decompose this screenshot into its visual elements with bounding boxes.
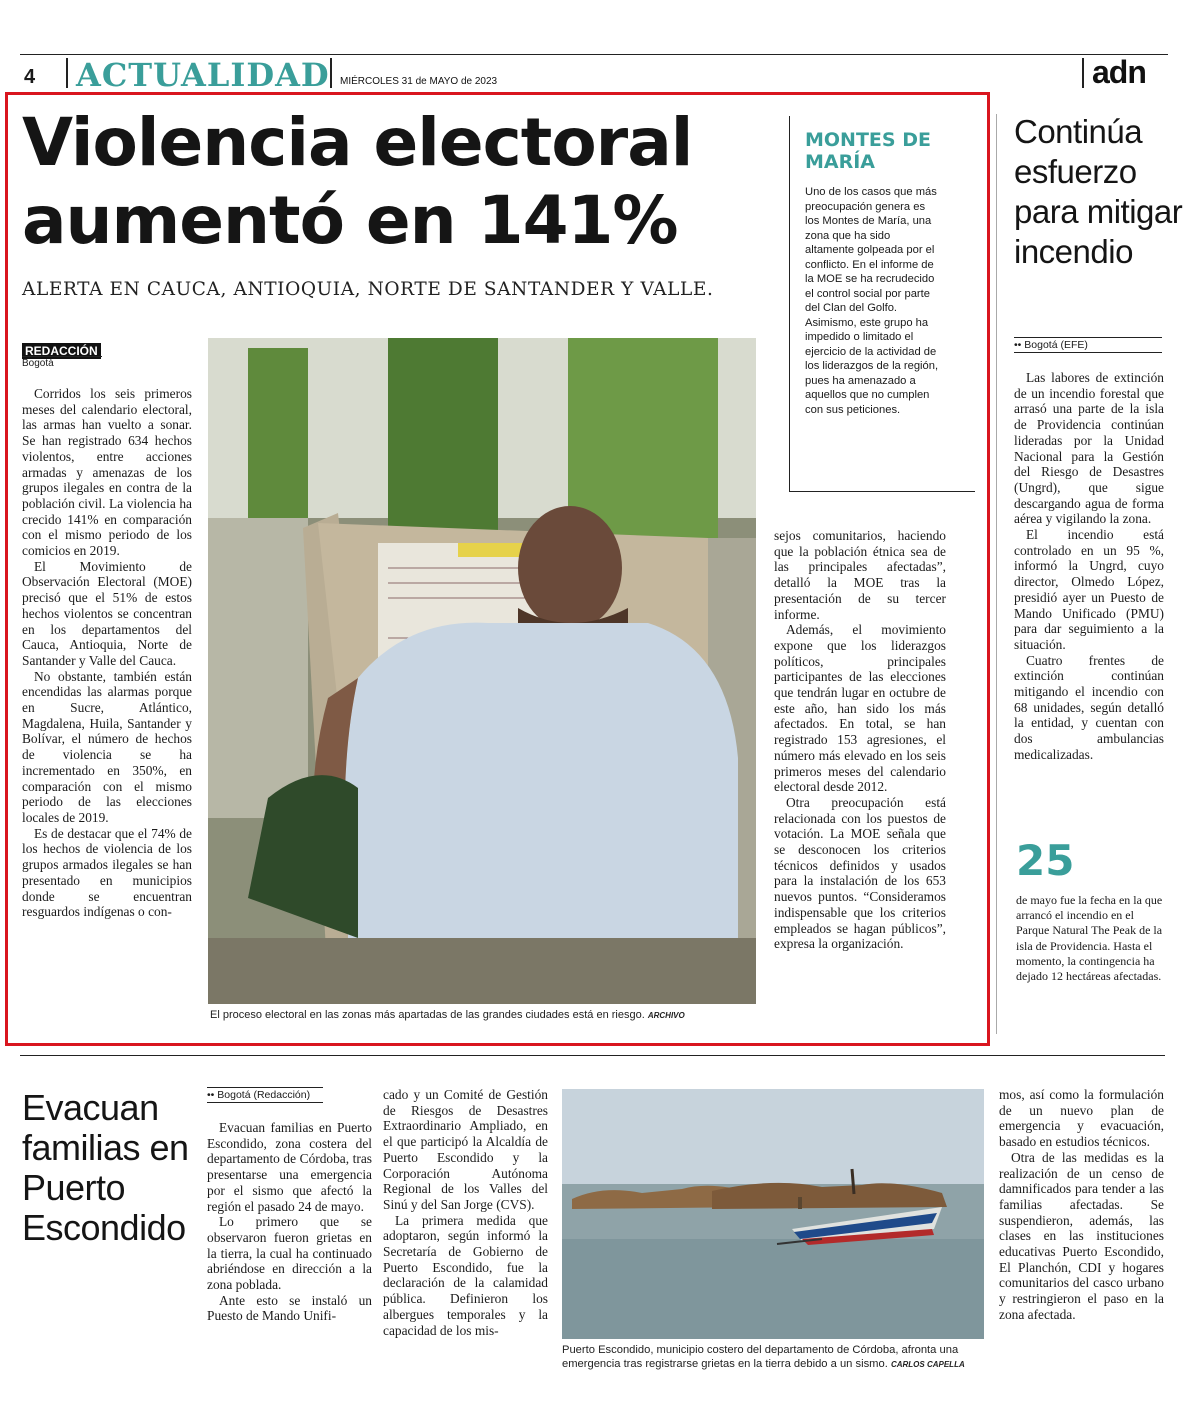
paragraph: Ante esto se instaló un Puesto de Mando Unifi- bbox=[207, 1292, 372, 1324]
caption-text: Puerto Escondido, municipio costero del departamento de Córdoba, afronta una emergencia tras registrarse grietas en la tierra debido a un sismo. bbox=[562, 1344, 959, 1370]
sidebar-text: Uno de los casos que más preocupación genera es los Montes de María, una zona que ha sido altamente golpeada por el conflicto. En el informe de la MOE se ha recrudecido el control social por parte del Clan del Golfo. Asimismo, este grupo ha impedido o limitado el ejercicio de la actividad de los liderazgos de la región, pues ha amenazado a aquellos que no cumplen con sus peticiones. bbox=[805, 186, 939, 416]
paragraph: Otra de las medidas es la realización de un censo de damnificados para tender a las familias afectadas. Se suspendieron, además, las clases en las instituciones educativas Puerto Escondido, El Planchón, CDI y hogares comunitarios del casco urbano y restringieron el paso en la zona afectada. bbox=[999, 1149, 1164, 1322]
photo-caption bbox=[562, 1343, 987, 1371]
boat-shore-photo bbox=[562, 1089, 984, 1339]
header-divider bbox=[1082, 58, 1084, 88]
paragraph: No obstante, también están encendidas las alarmas porque en Sucre, Atlántico, Magdalena, Huila, Santander y Bolívar, el número de hechos de violencia se ha incrementado en 350%, en comparación con el mismo periodo de las elecciones locales de 2019. bbox=[22, 668, 192, 825]
paragraph: mos, así como la formulación de un nuevo plan de emergencia y evacuación, basado en estudios técnicos. bbox=[999, 1087, 1164, 1150]
right-article-column bbox=[1014, 370, 1164, 763]
page-number: 4 bbox=[24, 66, 36, 88]
stat-number: 25 bbox=[1016, 836, 1075, 885]
paragraph: Corridos los seis primeros meses del calendario electoral, las armas han vuelto a sonar. Se han registrado 634 hechos violentos, entre acciones armadas y amenazas de los grupos ilegales en contra de la población civil. La violencia ha crecido 141% en comparación con el mismo periodo de los comicios en 2019. bbox=[22, 386, 192, 559]
bottom-article-column-3 bbox=[999, 1087, 1164, 1323]
paragraph: La primera medida que adoptaron, según informó la Secretaría de Gobierno de Puerto Escondido, fue la declaración de la calamidad pública. Definieron los albergues temporales y la capacidad de los mis- bbox=[383, 1212, 548, 1338]
paragraph: Es de destacar que el 74% de los hechos de violencia de los grupos armados ilegales se han presentado en municipios donde se encuentran resguardos indígenas o con- bbox=[22, 825, 192, 920]
paragraph: El Movimiento de Observación Electoral (MOE) precisó que el 51% de estos hechos violentos se concentran en los departamentos del Cauca, Antioquia, Norte de Santander y Valle del Cauca. bbox=[22, 558, 192, 668]
caption-text: El proceso electoral en las zonas más apartadas de las grandes ciudades está en riesgo. bbox=[210, 1009, 645, 1021]
paragraph: Evacuan familias en Puerto Escondido, zona costera del departamento de Córdoba, tras presentarse una emergencia por el sismo que afectó la región el pasado 24 de mayo. bbox=[207, 1120, 372, 1214]
main-article-column-2 bbox=[774, 528, 946, 952]
right-headline[interactable]: Continúa esfuerzo para mitigar incendio bbox=[1014, 113, 1183, 270]
photo-credit: ARCHIVO bbox=[647, 1011, 685, 1020]
right-byline: •• Bogotá (EFE) bbox=[1014, 337, 1162, 353]
main-headline[interactable]: Violencia electoral aumentó en 141% bbox=[22, 104, 693, 259]
header-divider bbox=[66, 58, 68, 88]
issue-date: MIÉRCOLES 31 de MAYO de 2023 bbox=[340, 76, 498, 87]
voting-booth-photo bbox=[208, 338, 756, 1004]
column-divider bbox=[996, 114, 997, 1034]
paragraph: Además, el movimiento expone que los liderazgos políticos, principales participantes de las elecciones que tendrán lugar en octubre de este año, han sido los más afectados. En total, se han registrado 153 agresiones, el número más elevado en los seis primeros meses del calendario electoral desde 2012. bbox=[774, 622, 946, 795]
paragraph: Otra preocupación está relacionada con los puestos de votación. La MOE señala que se desconocen los criterios técnicos definidos y usados para la instalación de los 653 nuevos puntos. “Consideramos indispensable que los criterios empleados se hagan públicos”, expresa la organización. bbox=[774, 794, 946, 952]
section-rule bbox=[20, 1055, 1165, 1056]
paragraph: Cuatro frentes de extinción continúan mitigando el incendio con 68 unidades, según detalló la entidad, y cuentan con dos ambulancias medicalizadas. bbox=[1014, 652, 1164, 762]
paragraph: cado y un Comité de Gestión de Riesgos de Desastres Extraordinario Ampliado, en el que participó la Alcaldía de Puerto Escondido y la Corporación Autónoma Regional de los Valles del Sinú y del San Jorge (CVS). bbox=[383, 1087, 548, 1212]
photo-credit: CARLOS CAPELLA bbox=[890, 1360, 965, 1369]
paragraph: Lo primero que se observaron fueron grietas en la tierra, la cual ha continuado abriéndose en dirección a la zona poblada. bbox=[207, 1214, 372, 1293]
main-deck: ALERTA EN CAUCA, ANTIOQUIA, NORTE DE SANTANDER Y VALLE. bbox=[22, 279, 714, 300]
byline-city: Bogotá bbox=[22, 356, 102, 369]
bottom-byline: •• Bogotá (Redacción) bbox=[207, 1087, 323, 1103]
header-rule bbox=[20, 54, 1168, 55]
header-divider bbox=[330, 58, 332, 88]
section-title: ACTUALIDAD bbox=[76, 56, 330, 94]
paragraph: sejos comunitarios, haciendo que la población étnica sea de las principales afectadas”, detalló la MOE tras la presentación de su tercer informe. bbox=[774, 528, 946, 622]
stat-text: de mayo fue la fecha en la que arrancó el incendio en el Parque Natural The Peak de la isla de Providencia. Hasta el momento, la contingencia ha dejado 12 hectáreas afectadas. bbox=[1016, 893, 1163, 984]
paragraph: El incendio está controlado en un 95 %, informó la Ungrd, cuyo director, Olmedo López, presidió ayer un Puesto de Mando Unificado (PMU) para dar seguimiento a la situación. bbox=[1014, 527, 1164, 652]
publication-logo: adn bbox=[1092, 54, 1146, 90]
paragraph: Las labores de extinción de un incendio forestal que arrasó una parte de la isla de Providencia continúan lideradas por la Unidad Nacional para la Gestión del Riesgo de Desastres (Ungrd), que sigue descargando agua de forma aérea y vigilando la zona. bbox=[1014, 370, 1164, 527]
bottom-article-column-1 bbox=[207, 1120, 372, 1324]
photo-caption bbox=[210, 1009, 770, 1021]
main-article-column-1 bbox=[22, 386, 192, 920]
bottom-article-column-2 bbox=[383, 1087, 548, 1338]
sidebar-title: MONTES DE MARÍA bbox=[805, 129, 931, 173]
byline-label: REDACCIÓN bbox=[22, 343, 101, 359]
bottom-headline[interactable]: Evacuan familias en Puerto Escondido bbox=[22, 1087, 189, 1248]
